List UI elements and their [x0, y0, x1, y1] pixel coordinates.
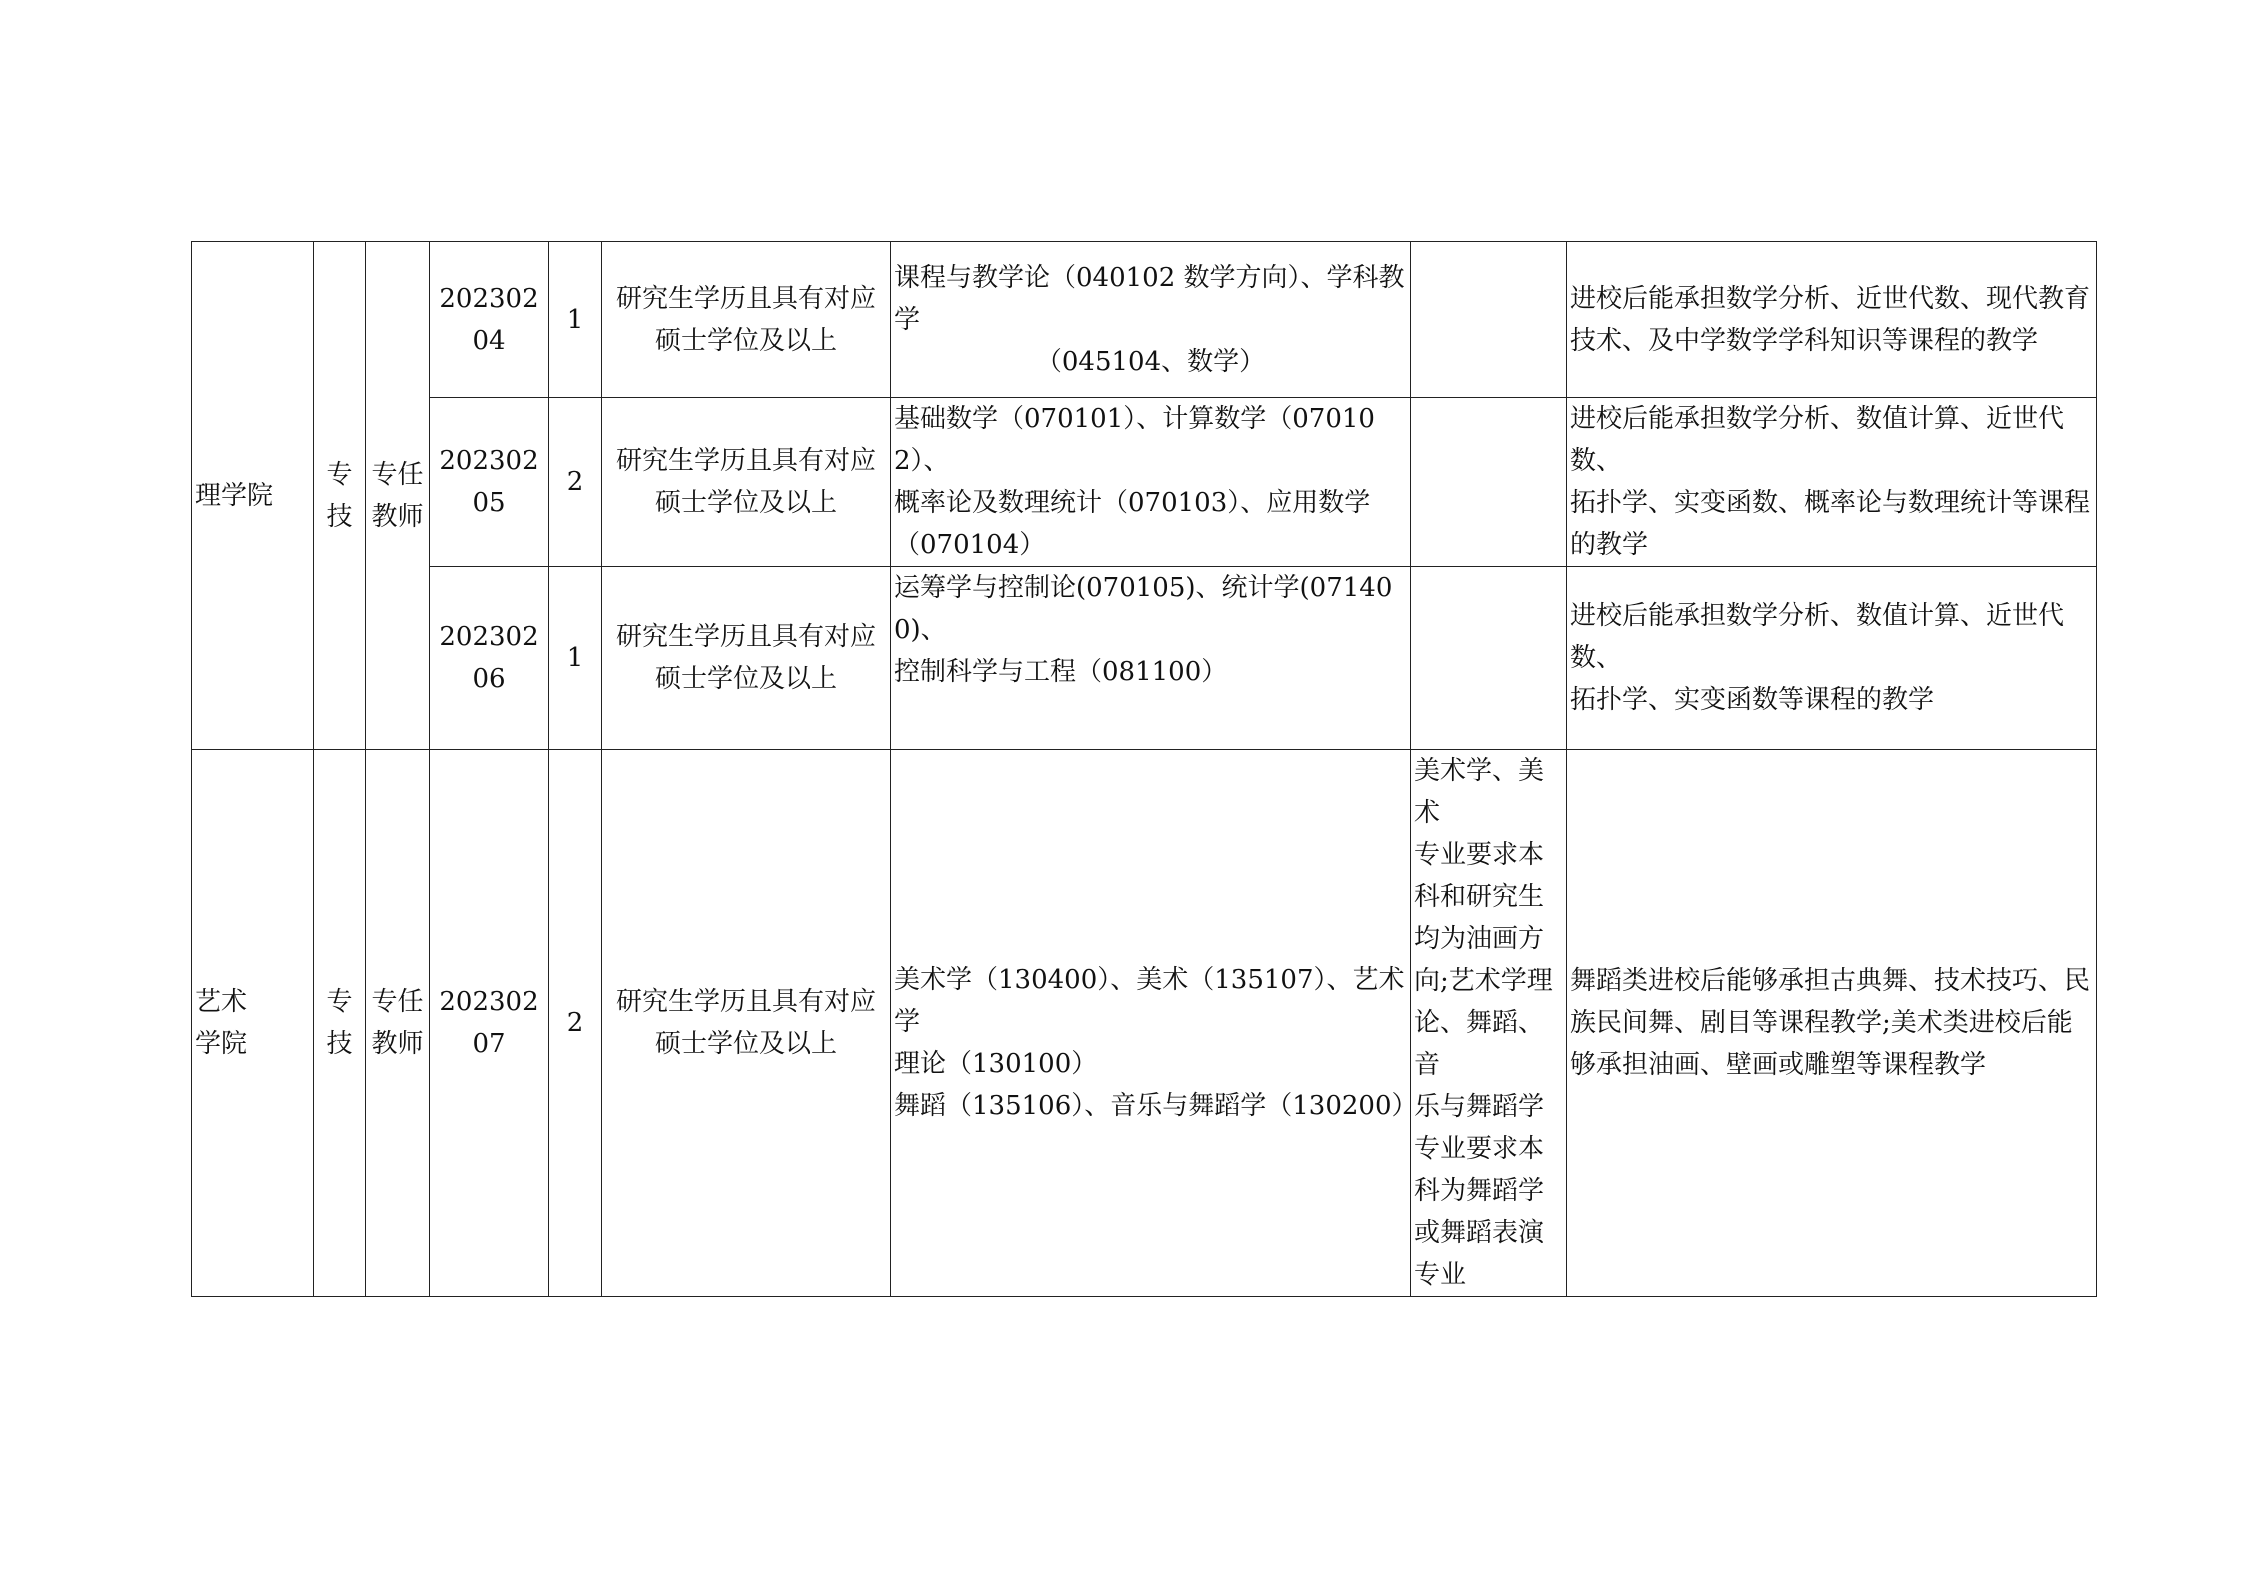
table-row: [192, 242, 2097, 398]
table-row: [192, 398, 2097, 567]
post-name-cell: [366, 242, 430, 750]
major-line: 美术学（130400）、美术（135107）、艺术学: [894, 965, 1405, 1037]
post-type-text: 技: [326, 501, 353, 532]
table-row: [192, 567, 2097, 750]
job-duty: [1567, 567, 2097, 750]
education-requirement: [602, 750, 891, 1297]
college-cell: [192, 750, 314, 1297]
hire-count: 2: [549, 398, 602, 567]
major-line: 课程与教学论（040102 数学方向）、学科教学: [894, 262, 1405, 335]
duty-line: 够承担油画、壁画或雕塑等课程教学: [1570, 1050, 1987, 1080]
hire-count: 2: [549, 750, 602, 1297]
college-name: 艺术: [195, 987, 248, 1017]
other-requirement: [1411, 750, 1567, 1297]
post-type-text: 专: [326, 459, 353, 490]
other-line: 论、舞蹈、音: [1414, 1008, 1545, 1080]
job-duty: [1567, 242, 2097, 398]
duty-line: 进校后能承担数学分析、数值计算、近世代数、: [1570, 404, 2065, 476]
post-name-text: 教师: [371, 501, 424, 532]
education-requirement: [602, 398, 891, 567]
major-line: （045104、数学）: [1035, 346, 1266, 377]
post-name-text: 专任: [371, 987, 424, 1017]
education-line: 硕士学位及以上: [654, 325, 837, 356]
major-requirement: [891, 567, 1411, 750]
education-line: 硕士学位及以上: [654, 488, 837, 518]
education-line: 硕士学位及以上: [654, 664, 837, 694]
post-code: 20230204: [430, 242, 549, 398]
recruitment-table: [191, 241, 2097, 1297]
major-requirement: [891, 398, 1411, 567]
other-line: 或舞蹈表演: [1414, 1218, 1545, 1248]
education-requirement: [602, 242, 891, 398]
post-type-cell: [314, 750, 366, 1297]
duty-line: 族民间舞、剧目等课程教学;美术类进校后能: [1570, 1008, 2073, 1038]
job-duty: [1567, 750, 2097, 1297]
education-line: 研究生学历且具有对应: [615, 622, 876, 652]
education-requirement: [602, 567, 891, 750]
college-name: 理学院: [195, 480, 274, 511]
major-line: 控制科学与工程（081100）: [894, 657, 1228, 687]
education-line: 研究生学历且具有对应: [615, 446, 876, 476]
major-requirement: [891, 242, 1411, 398]
hire-count: 1: [549, 242, 602, 398]
job-duty: [1567, 398, 2097, 567]
college-cell: [192, 242, 314, 750]
other-line: 专业要求本: [1414, 840, 1545, 870]
other-line: 科和研究生: [1414, 882, 1545, 912]
post-code: 20230207: [430, 750, 549, 1297]
post-type-cell: [314, 242, 366, 750]
other-requirement: [1411, 242, 1567, 398]
major-line: 基础数学（070101）、计算数学（070102）、: [894, 404, 1375, 476]
table-row: [192, 750, 2097, 1297]
post-code: 20230206: [430, 567, 549, 750]
duty-line: 拓扑学、实变函数、概率论与数理统计等课程: [1570, 488, 2091, 518]
college-name: 学院: [195, 1029, 248, 1059]
other-requirement: [1411, 398, 1567, 567]
hire-count: 1: [549, 567, 602, 750]
other-line: 科为舞蹈学: [1414, 1176, 1545, 1206]
other-line: 专业要求本: [1414, 1134, 1545, 1164]
duty-line: 的教学: [1570, 530, 1649, 560]
post-type-text: 技: [326, 1029, 353, 1059]
duty-line: 拓扑学、实变函数等课程的教学: [1570, 685, 1935, 715]
education-line: 硕士学位及以上: [654, 1029, 837, 1059]
other-line: 均为油画方: [1414, 924, 1545, 954]
post-name-text: 专任: [371, 459, 424, 490]
other-line: 向;艺术学理: [1414, 966, 1553, 996]
other-line: 美术学、美术: [1414, 756, 1545, 828]
post-name-cell: [366, 750, 430, 1297]
major-line: 概率论及数理统计（070103）、应用数学: [894, 488, 1371, 518]
post-code: 20230205: [430, 398, 549, 567]
other-requirement: [1411, 567, 1567, 750]
education-line: 研究生学历且具有对应: [615, 987, 876, 1017]
duty-line: 舞蹈类进校后能够承担古典舞、技术技巧、民: [1570, 966, 2091, 996]
major-line: 舞蹈（135106）、音乐与舞蹈学（130200）: [894, 1091, 1418, 1121]
duty-line: 进校后能承担数学分析、近世代数、现代教育: [1570, 283, 2091, 314]
duty-line: 进校后能承担数学分析、数值计算、近世代数、: [1570, 601, 2065, 673]
education-line: 研究生学历且具有对应: [615, 283, 876, 314]
major-line: 理论（130100）: [894, 1049, 1098, 1079]
major-requirement: [891, 750, 1418, 1297]
other-line: 乐与舞蹈学: [1414, 1092, 1545, 1122]
post-type-text: 专: [326, 987, 353, 1017]
post-name-text: 教师: [371, 1029, 424, 1059]
major-line: 运筹学与控制论(070105)、统计学(071400)、: [894, 573, 1393, 645]
other-line: 专业: [1414, 1260, 1467, 1290]
duty-line: 技术、及中学数学学科知识等课程的教学: [1570, 325, 2039, 356]
major-line: （070104）: [894, 530, 1046, 560]
